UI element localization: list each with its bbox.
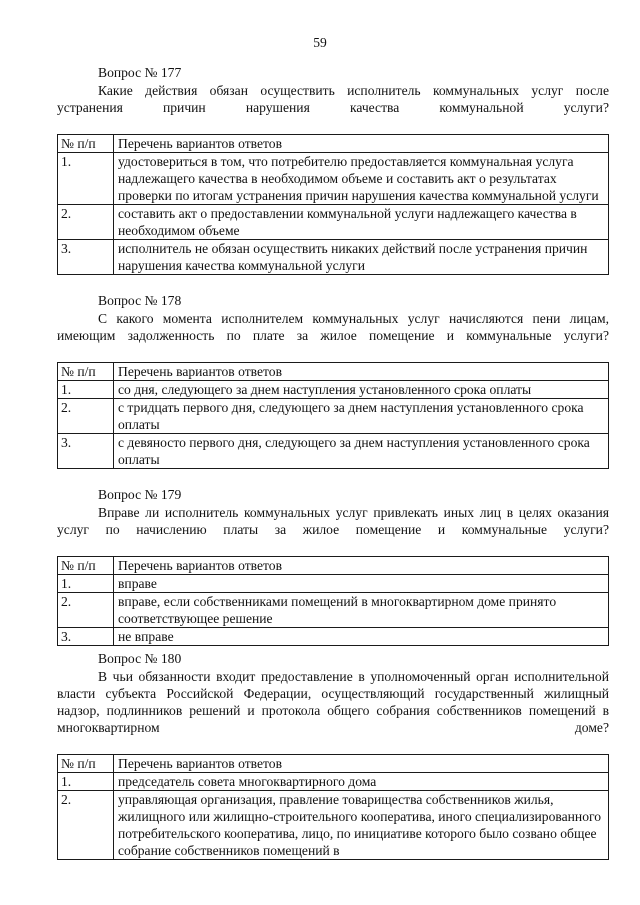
question-178 bbox=[57, 292, 609, 469]
answer-text: удостовериться в том, что потребителю предоставляется коммунальная услуга надлежащего качества в необходимом объеме и составить акт о результатах проверки по итогам устранения причин нарушения качества коммунальной услуги bbox=[114, 153, 609, 205]
answer-text: не вправе bbox=[114, 628, 609, 646]
answer-text: вправе, если собственниками помещений в многоквартирном доме принято соответствующее решение bbox=[114, 593, 609, 628]
header-num: № п/п bbox=[58, 755, 114, 773]
table-header-row bbox=[58, 755, 609, 773]
answer-num: 1. bbox=[58, 575, 114, 593]
answer-num: 1. bbox=[58, 153, 114, 205]
answer-text: вправе bbox=[114, 575, 609, 593]
header-num: № п/п bbox=[58, 363, 114, 381]
answer-num: 2. bbox=[58, 593, 114, 628]
answers-table bbox=[57, 134, 609, 275]
answer-text: с тридцать первого дня, следующего за днем наступления установленного срока оплаты bbox=[114, 399, 609, 434]
answer-num: 1. bbox=[58, 381, 114, 399]
header-answers: Перечень вариантов ответов bbox=[114, 363, 609, 381]
question-179 bbox=[57, 486, 609, 646]
answers-table bbox=[57, 556, 609, 646]
table-row bbox=[58, 773, 609, 791]
table-row bbox=[58, 791, 609, 860]
answer-num: 3. bbox=[58, 240, 114, 275]
question-text: Какие действия обязан осуществить исполнитель коммунальных услуг после устранения причин нарушения качества коммунальной услуги? bbox=[57, 83, 609, 115]
answer-text: с девяносто первого дня, следующего за днем наступления установленного срока оплаты bbox=[114, 434, 609, 469]
question-text: Вправе ли исполнитель коммунальных услуг привлекать иных лиц в целях оказания услуг по начислению платы за жилое помещение и коммунальные услуги? bbox=[57, 505, 609, 537]
table-row bbox=[58, 434, 609, 469]
table-row bbox=[58, 593, 609, 628]
header-answers: Перечень вариантов ответов bbox=[114, 135, 609, 153]
question-177 bbox=[57, 64, 609, 275]
question-title: Вопрос № 179 bbox=[98, 487, 182, 502]
answer-text: составить акт о предоставлении коммунальной услуги надлежащего качества в необходимом объеме bbox=[114, 205, 609, 240]
answer-text: управляющая организация, правление товарищества собственников жилья, жилищного или жилищно-строительного кооператива, иного специализированного потребительского кооператива, лицо, по инициативе которого было созвано общее собрание собственников помещений в bbox=[114, 791, 609, 860]
answer-text: со дня, следующего за днем наступления установленного срока оплаты bbox=[114, 381, 609, 399]
table-row bbox=[58, 205, 609, 240]
header-num: № п/п bbox=[58, 135, 114, 153]
question-title: Вопрос № 177 bbox=[98, 65, 182, 80]
table-row bbox=[58, 153, 609, 205]
question-text: С какого момента исполнителем коммунальных услуг начисляются пени лицам, имеющим задолженность по плате за жилое помещение и коммунальные услуги? bbox=[57, 311, 609, 343]
answer-num: 2. bbox=[58, 399, 114, 434]
table-row bbox=[58, 575, 609, 593]
table-header-row bbox=[58, 363, 609, 381]
answers-table bbox=[57, 362, 609, 469]
answer-num: 2. bbox=[58, 205, 114, 240]
answer-num: 1. bbox=[58, 773, 114, 791]
answer-num: 3. bbox=[58, 434, 114, 469]
question-text: В чьи обязанности входит предоставление в уполномоченный орган исполнительной власти субъекта Российской Федерации, осуществляющий государственный жилищный надзор, подлинников решений и протокола общего собрания собственников помещений в многоквартирном доме? bbox=[57, 669, 609, 735]
page-number: 59 bbox=[313, 35, 327, 50]
header-num: № п/п bbox=[58, 557, 114, 575]
answer-num: 3. bbox=[58, 628, 114, 646]
table-header-row bbox=[58, 557, 609, 575]
question-180 bbox=[57, 650, 609, 860]
answer-num: 2. bbox=[58, 791, 114, 860]
header-answers: Перечень вариантов ответов bbox=[114, 557, 609, 575]
table-row bbox=[58, 399, 609, 434]
table-row bbox=[58, 240, 609, 275]
answers-table bbox=[57, 754, 609, 860]
table-row bbox=[58, 381, 609, 399]
header-answers: Перечень вариантов ответов bbox=[114, 755, 609, 773]
answer-text: исполнитель не обязан осуществить никаких действий после устранения причин нарушения качества коммунальной услуги bbox=[114, 240, 609, 275]
table-header-row bbox=[58, 135, 609, 153]
answer-text: председатель совета многоквартирного дома bbox=[114, 773, 609, 791]
table-row bbox=[58, 628, 609, 646]
question-title: Вопрос № 178 bbox=[98, 293, 182, 308]
question-title: Вопрос № 180 bbox=[98, 651, 182, 666]
